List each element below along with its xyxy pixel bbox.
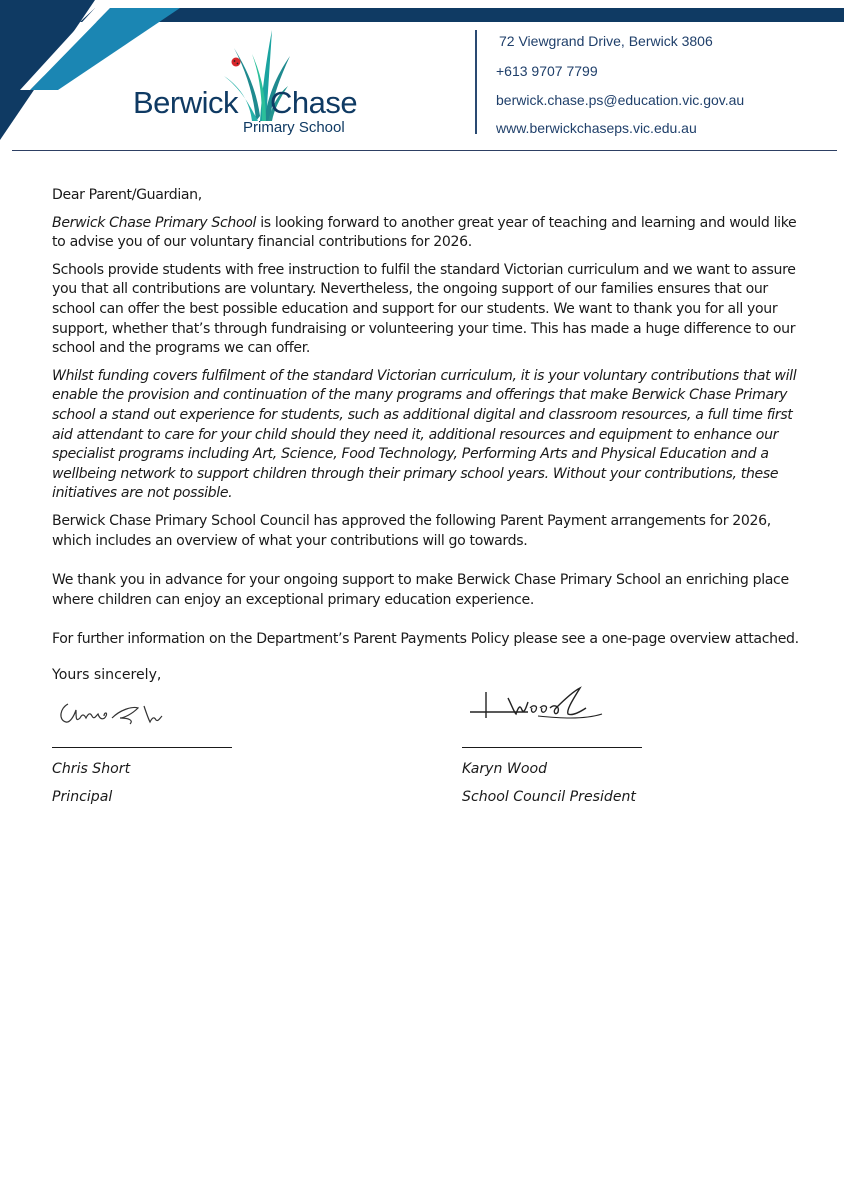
signatory-name-president: Karyn Wood bbox=[462, 761, 548, 777]
contact-phone[interactable]: +613 9707 7799 bbox=[496, 63, 598, 79]
signatory-name-principal: Chris Short bbox=[52, 761, 131, 777]
contact-website[interactable]: www.berwickchaseps.vic.edu.au bbox=[496, 120, 697, 136]
paragraph-thanks: We thank you in advance for your ongoing support to make Berwick Chase Primary School an enriching place where children can enjoy an exceptional primary education experience. bbox=[52, 572, 789, 608]
signatory-role-president: School Council President bbox=[462, 789, 636, 805]
salutation: Dear Parent/Guardian, bbox=[52, 187, 202, 203]
paragraph-free-instruction: Schools provide students with free instruction to fulfil the standard Victorian curriculum and we want to assure you that all contributions are voluntary. Nevertheless, the ongoing support of our families ensures that our school can offer the best possible education and support for our students. We want to thank you for all your support, whether that’s through fundraising or volunteering your time. This has made a huge difference to our school and the programs we can offer. bbox=[52, 261, 796, 357]
paragraph-council-approval: Berwick Chase Primary School Council has approved the following Parent Payment arrangements for 2026, which includes an overview of what your contributions will go towards. bbox=[52, 512, 771, 549]
contact-email[interactable]: berwick.chase.ps@education.vic.gov.au bbox=[496, 92, 745, 108]
contact-address: 72 Viewgrand Drive, Berwick 3806 bbox=[499, 33, 713, 49]
logo-word-chase: Chase bbox=[270, 85, 358, 120]
paragraph-contributions: Whilst funding covers fulfilment of the standard Victorian curriculum, it is your voluntary contributions that will enable the provision and continuation of the many programs and offerings that make Berwick Chase Primary school a stand out experience for students, such as additional digital and classroom resources, a full time first aid attendant to care for your child should they need it, additional resources and equipment to enhance our specialist programs including Art, Science, Food Technology, Performing Arts and Physical Education and a wellbeing network to support children through their primary school years. Without your contributions, these initiatives are not possible. bbox=[52, 367, 797, 502]
paragraph-policy: For further information on the Department’s Parent Payments Policy please see a one-page overview attached. bbox=[52, 631, 799, 648]
header-divider bbox=[12, 150, 837, 151]
signature-karyn-wood bbox=[468, 684, 618, 732]
header-graphic bbox=[0, 0, 848, 152]
signatory-role-principal: Principal bbox=[52, 789, 113, 805]
signature-line-president bbox=[462, 747, 642, 748]
signature-line-principal bbox=[52, 747, 232, 748]
paragraph-intro bbox=[52, 214, 804, 253]
logo-subtitle: Primary School bbox=[243, 119, 345, 136]
signature-chris-short bbox=[54, 694, 174, 734]
closing: Yours sincerely, bbox=[52, 667, 162, 683]
contact-divider bbox=[475, 30, 477, 134]
school-name-italic: Berwick Chase Primary School bbox=[52, 214, 257, 231]
letterhead bbox=[0, 0, 848, 152]
logo-word-berwick: Berwick bbox=[133, 85, 239, 120]
letter-body bbox=[52, 186, 804, 658]
paragraph-intro-text: is looking forward to another great year of teaching and learning and would like to advise you of our voluntary financial contributions for 2026. bbox=[52, 214, 797, 251]
